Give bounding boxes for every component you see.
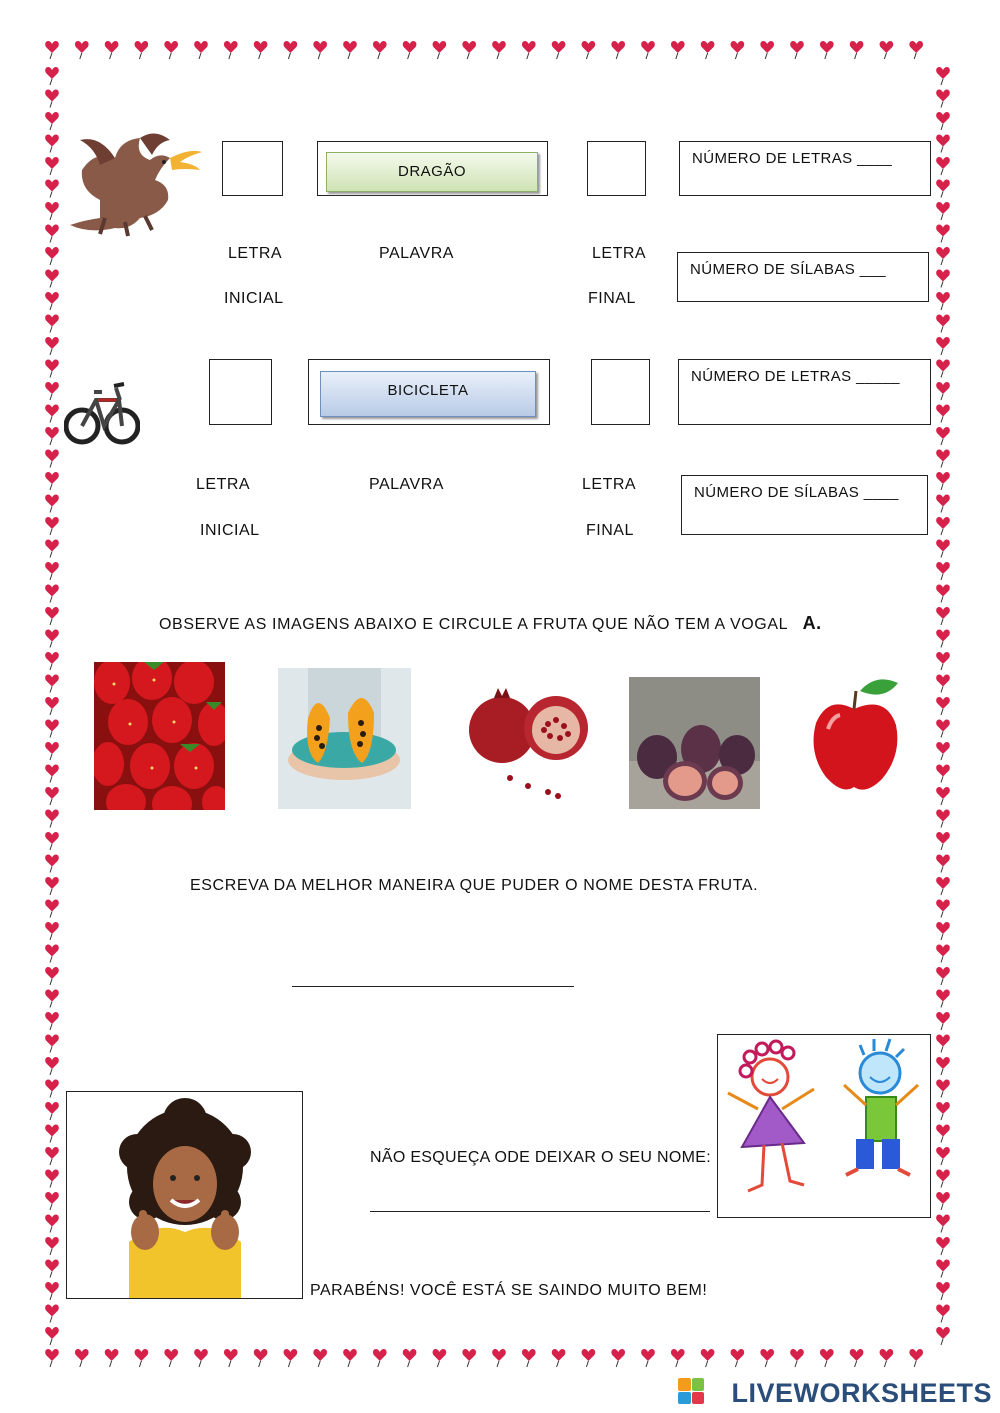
final-letter-label: LETRA — [582, 476, 637, 493]
word-frame — [308, 359, 550, 425]
heart-icon — [936, 742, 950, 760]
heart-icon — [936, 1169, 950, 1187]
word-label-caption: PALAVRA — [379, 245, 454, 262]
heart-icon — [936, 494, 950, 512]
heart-icon — [936, 539, 950, 557]
heart-icon — [45, 787, 59, 805]
heart-icon — [45, 1147, 59, 1165]
heart-icon — [105, 41, 119, 59]
heart-icon — [880, 1349, 894, 1367]
heart-icon — [936, 607, 950, 625]
heart-icon — [284, 1349, 298, 1367]
heart-icon — [45, 742, 59, 760]
heart-icon — [403, 1349, 417, 1367]
heart-icon — [936, 1282, 950, 1300]
heart-icon — [45, 67, 59, 85]
heart-icon — [224, 1349, 238, 1367]
heart-icon — [492, 1349, 506, 1367]
heart-icon — [45, 629, 59, 647]
heart-icon — [45, 1349, 59, 1367]
heart-icon — [194, 41, 208, 59]
heart-icon — [731, 41, 745, 59]
heart-icon — [671, 1349, 685, 1367]
heart-icon — [850, 1349, 864, 1367]
heart-icon — [45, 112, 59, 130]
heart-icon — [936, 157, 950, 175]
heart-icon — [105, 1349, 119, 1367]
heart-icon — [582, 1349, 596, 1367]
heart-icon — [522, 41, 536, 59]
heart-icon — [45, 1012, 59, 1030]
heart-icon — [936, 292, 950, 310]
heart-icon — [790, 1349, 804, 1367]
initial-letter-label-2: INICIAL — [224, 290, 284, 307]
heart-icon — [45, 854, 59, 872]
heart-icon — [45, 899, 59, 917]
heart-icon — [45, 652, 59, 670]
heart-icon — [45, 1214, 59, 1232]
heart-icon — [850, 41, 864, 59]
heart-icon — [936, 899, 950, 917]
heart-icon — [45, 494, 59, 512]
heart-icon — [936, 337, 950, 355]
heart-icon — [820, 1349, 834, 1367]
heart-icon — [45, 922, 59, 940]
syllables-count-box[interactable] — [677, 252, 929, 302]
heart-icon — [936, 809, 950, 827]
heart-icon — [936, 674, 950, 692]
heart-icon — [936, 1214, 950, 1232]
fig-image[interactable] — [629, 677, 760, 809]
heart-icon — [45, 1327, 59, 1345]
heart-icon — [936, 832, 950, 850]
heart-icon — [45, 877, 59, 895]
initial-letter-label: LETRA — [196, 476, 251, 493]
heart-icon — [45, 427, 59, 445]
heart-icon — [45, 539, 59, 557]
heart-icon — [936, 989, 950, 1007]
heart-icon — [936, 472, 950, 490]
heart-icon — [936, 67, 950, 85]
heart-icon — [45, 809, 59, 827]
heart-icon — [224, 41, 238, 59]
heart-icon — [936, 629, 950, 647]
pomegranate-image[interactable] — [458, 668, 595, 804]
heart-icon — [909, 41, 923, 59]
bicycle-icon — [64, 362, 140, 458]
heart-icon — [45, 1169, 59, 1187]
heart-icon — [45, 247, 59, 265]
heart-icon — [936, 1147, 950, 1165]
heart-icon — [492, 41, 506, 59]
heart-icon — [45, 832, 59, 850]
heart-icon — [936, 517, 950, 535]
heart-icon — [45, 697, 59, 715]
heart-icon — [45, 1034, 59, 1052]
heart-icon — [313, 1349, 327, 1367]
word-label: BICICLETA — [387, 382, 469, 399]
heart-icon — [45, 472, 59, 490]
kids-image-box — [717, 1034, 931, 1218]
heart-icon — [701, 1349, 715, 1367]
kids-drawing-icon — [718, 1035, 930, 1217]
heart-icon — [433, 1349, 447, 1367]
heart-icon — [671, 41, 685, 59]
heart-icon — [45, 944, 59, 962]
heart-icon — [936, 1079, 950, 1097]
heart-icon — [936, 562, 950, 580]
fruits-instruction-text: OBSERVE AS IMAGENS ABAIXO E CIRCULE A FRUTA QUE NÃO TEM A VOGAL — [159, 616, 788, 633]
letters-count-label: NÚMERO DE LETRAS ____ — [692, 150, 893, 167]
heart-icon — [45, 1259, 59, 1277]
apple-image[interactable] — [808, 673, 903, 795]
heart-icon — [936, 652, 950, 670]
heart-icon — [936, 404, 950, 422]
heart-icon — [936, 382, 950, 400]
heart-icon — [45, 517, 59, 535]
heart-icon — [936, 764, 950, 782]
heart-icon — [45, 337, 59, 355]
heart-icon — [936, 719, 950, 737]
heart-icon — [45, 967, 59, 985]
heart-icon — [582, 41, 596, 59]
heart-icon — [936, 922, 950, 940]
heart-icon — [641, 1349, 655, 1367]
heart-icon — [701, 41, 715, 59]
fruits-instruction — [159, 613, 822, 634]
word-label-caption: PALAVRA — [369, 476, 444, 493]
heart-icon — [936, 1192, 950, 1210]
heart-icon — [343, 41, 357, 59]
heart-icon — [936, 134, 950, 152]
heart-icon — [936, 179, 950, 197]
heart-icon — [936, 427, 950, 445]
heart-icon — [45, 382, 59, 400]
heart-icon — [760, 41, 774, 59]
heart-icon — [45, 1124, 59, 1142]
strawberry-image[interactable] — [94, 662, 225, 810]
heart-icon — [45, 179, 59, 197]
heart-icon — [343, 1349, 357, 1367]
heart-icon — [45, 89, 59, 107]
word-frame — [317, 141, 548, 196]
initial-letter-box[interactable] — [209, 359, 272, 425]
heart-icon — [164, 41, 178, 59]
heart-icon — [936, 1034, 950, 1052]
papaya-image[interactable] — [278, 668, 411, 809]
heart-icon — [936, 1012, 950, 1030]
heart-icon — [936, 854, 950, 872]
heart-icon — [462, 1349, 476, 1367]
heart-icon — [522, 1349, 536, 1367]
letters-count-box[interactable] — [678, 359, 931, 425]
heart-icon — [936, 1237, 950, 1255]
word-label: DRAGÃO — [397, 163, 466, 180]
letters-count-box[interactable] — [679, 141, 931, 196]
woman-thumbs-up-icon — [67, 1092, 302, 1298]
heart-icon — [45, 1102, 59, 1120]
heart-icon — [45, 404, 59, 422]
heart-icon — [284, 41, 298, 59]
heart-icon — [936, 359, 950, 377]
heart-icon — [45, 719, 59, 737]
heart-icon — [75, 41, 89, 59]
heart-icon — [936, 1259, 950, 1277]
heart-icon — [936, 112, 950, 130]
heart-icon — [433, 41, 447, 59]
woman-image-box — [66, 1091, 303, 1299]
heart-icon — [45, 359, 59, 377]
heart-icon — [936, 89, 950, 107]
write-instruction: ESCREVA DA MELHOR MANEIRA QUE PUDER O NOME DESTA FRUTA. — [190, 877, 759, 894]
heart-icon — [403, 41, 417, 59]
heart-icon — [45, 584, 59, 602]
heart-icon — [936, 202, 950, 220]
heart-icon — [45, 157, 59, 175]
heart-icon — [45, 292, 59, 310]
final-letter-box[interactable] — [587, 141, 646, 196]
heart-icon — [936, 787, 950, 805]
heart-icon — [45, 989, 59, 1007]
heart-icon — [936, 1057, 950, 1075]
initial-letter-box[interactable] — [222, 141, 283, 196]
heart-icon — [313, 41, 327, 59]
heart-icon — [611, 1349, 625, 1367]
heart-icon — [820, 41, 834, 59]
heart-icon — [936, 314, 950, 332]
heart-icon — [936, 269, 950, 287]
heart-icon — [75, 1349, 89, 1367]
heart-icon — [936, 944, 950, 962]
heart-icon — [164, 1349, 178, 1367]
final-letter-label-2: FINAL — [588, 290, 636, 307]
name-prompt: NÃO ESQUEÇA ODE DEIXAR O SEU NOME: — [370, 1149, 711, 1166]
heart-icon — [45, 134, 59, 152]
heart-icon — [254, 41, 268, 59]
heart-icon — [45, 1237, 59, 1255]
dragon-icon — [60, 130, 205, 240]
initial-letter-label-2: INICIAL — [200, 522, 260, 539]
syllables-count-box[interactable] — [681, 475, 928, 535]
congrats-message: PARABÉNS! VOCÊ ESTÁ SE SAINDO MUITO BEM! — [310, 1282, 708, 1299]
liveworksheets-watermark: LIVEWORKSHEETS — [731, 1378, 992, 1408]
liveworksheets-logo-icon — [678, 1378, 704, 1404]
heart-icon — [936, 584, 950, 602]
heart-icon — [45, 449, 59, 467]
heart-icon — [254, 1349, 268, 1367]
syllables-count-label: NÚMERO DE SÍLABAS ___ — [690, 261, 886, 278]
heart-icon — [936, 1327, 950, 1345]
heart-icon — [909, 1349, 923, 1367]
heart-icon — [790, 41, 804, 59]
word-button[interactable] — [320, 371, 536, 417]
heart-icon — [611, 41, 625, 59]
heart-icon — [45, 1304, 59, 1322]
heart-icon — [45, 1057, 59, 1075]
final-letter-label-2: FINAL — [586, 522, 634, 539]
heart-icon — [936, 697, 950, 715]
final-letter-label: LETRA — [592, 245, 647, 262]
heart-icon — [936, 967, 950, 985]
heart-icon — [45, 674, 59, 692]
letters-count-label: NÚMERO DE LETRAS _____ — [691, 368, 900, 385]
heart-icon — [936, 1124, 950, 1142]
heart-icon — [45, 607, 59, 625]
heart-icon — [760, 1349, 774, 1367]
heart-icon — [194, 1349, 208, 1367]
heart-icon — [135, 41, 149, 59]
heart-icon — [462, 41, 476, 59]
heart-icon — [45, 764, 59, 782]
heart-icon — [936, 877, 950, 895]
fruit-answer-line[interactable] — [292, 986, 574, 987]
heart-icon — [552, 41, 566, 59]
heart-icon — [936, 224, 950, 242]
heart-icon — [45, 224, 59, 242]
heart-icon — [552, 1349, 566, 1367]
heart-icon — [45, 562, 59, 580]
heart-icon — [45, 1282, 59, 1300]
heart-icon — [880, 41, 894, 59]
heart-icon — [45, 314, 59, 332]
initial-letter-label: LETRA — [228, 245, 283, 262]
heart-icon — [373, 41, 387, 59]
vowel-letter: A. — [802, 613, 822, 633]
heart-icon — [45, 1192, 59, 1210]
heart-icon — [936, 1102, 950, 1120]
heart-icon — [45, 41, 59, 59]
heart-icon — [45, 269, 59, 287]
final-letter-box[interactable] — [591, 359, 650, 425]
heart-icon — [45, 202, 59, 220]
heart-icon — [641, 41, 655, 59]
name-answer-line[interactable] — [370, 1211, 710, 1212]
heart-icon — [45, 1079, 59, 1097]
word-button[interactable] — [326, 152, 538, 192]
heart-icon — [135, 1349, 149, 1367]
syllables-count-label: NÚMERO DE SÍLABAS ____ — [694, 484, 899, 501]
heart-icon — [936, 449, 950, 467]
heart-icon — [731, 1349, 745, 1367]
heart-icon — [373, 1349, 387, 1367]
heart-icon — [936, 1304, 950, 1322]
heart-icon — [936, 247, 950, 265]
